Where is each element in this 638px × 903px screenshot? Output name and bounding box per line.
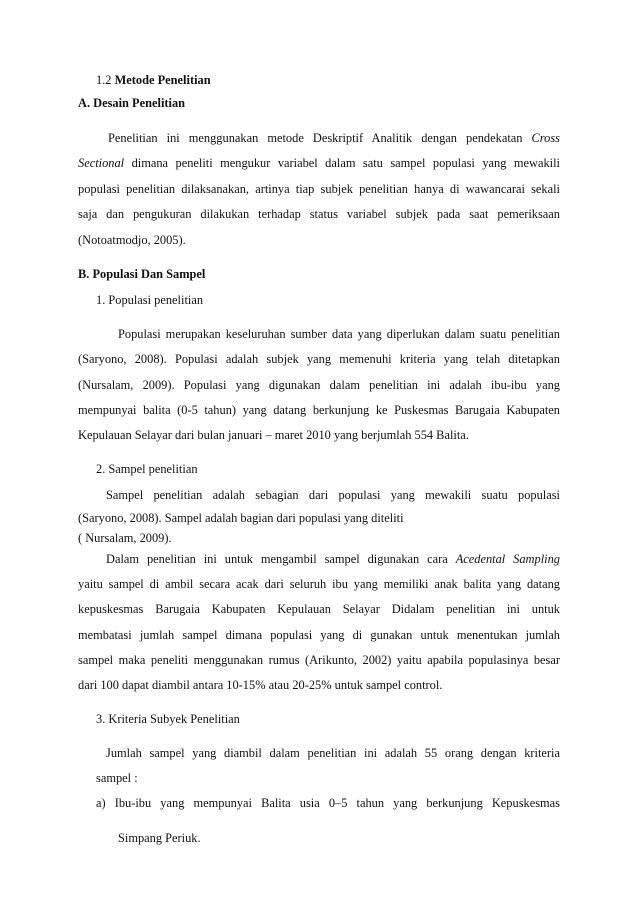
populasi-line-4: mempunyai balita (0-5 tahun) yang datang berkunjung ke Puskesmas Barugaia Kabupaten — [78, 403, 560, 417]
desain-line-3: populasi penelitian dilaksanakan, artinya tiap subjek penelitian hanya di wawancarai sekali — [78, 182, 560, 196]
sampel-line-8: sampel maka peneliti menggunakan rumus (Arikunto, 2002) yaitu apabila populasinya besar — [78, 653, 560, 667]
populasi-line-2: (Saryono, 2008). Populasi adalah subjek yang memenuhi kriteria yang telah ditetapkan — [78, 352, 560, 366]
section-title: Metode Penelitian — [114, 73, 211, 87]
desain-line-2: Sectional dimana peneliti mengukur variabel dalam satu sampel populasi yang mewakili — [78, 156, 560, 170]
heading-sampel-penelitian: 2. Sampel penelitian — [96, 462, 198, 476]
kriteria-line-1: Jumlah sampel yang diambil dalam penelitian ini adalah 55 orang dengan kriteria — [106, 746, 560, 760]
sampel-line-1: Sampel penelitian adalah sebagian dari populasi yang mewakili suatu populasi — [106, 488, 560, 502]
populasi-line-5: Kepulauan Selayar dari bulan januari – maret 2010 yang berjumlah 554 Balita. — [78, 428, 469, 442]
sampel-line-6: kepuskesmas Barugaia Kabupaten Kepulauan Selayar Didalam penelitian ini untuk — [78, 602, 560, 616]
sampel-line-7: membatasi jumlah sampel dimana populasi yang di gunakan untuk menentukan jumlah — [78, 628, 560, 642]
heading-populasi-penelitian: 1. Populasi penelitian — [96, 293, 204, 307]
desain-line-4: saja dan pengukuran dilakukan terhadap status variabel subjek pada saat pemeriksaan — [78, 207, 560, 221]
sampel-line-9: dari 100 dapat diambil antara 10-15% atau 20-25% untuk sampel control. — [78, 678, 443, 692]
section-heading — [96, 72, 211, 88]
desain-line-1: Penelitian ini menggunakan metode Deskriptif Analitik dengan pendekatan Cross — [108, 131, 560, 145]
section-number: 1.2 — [96, 73, 115, 87]
populasi-line-3: (Nursalam, 2009). Populasi yang digunakan dalam penelitian ini adalah ibu-ibu yang — [78, 378, 560, 392]
heading-desain-penelitian: A. Desain Penelitian — [78, 96, 186, 110]
heading-populasi-dan-sampel: B. Populasi Dan Sampel — [78, 267, 206, 281]
sampel-line-4: Dalam penelitian ini untuk mengambil sampel digunakan cara Acedental Sampling — [106, 552, 560, 566]
heading-kriteria-subyek: 3. Kriteria Subyek Penelitian — [96, 712, 240, 726]
kriteria-line-2: sampel : — [96, 771, 138, 785]
sampel-line-3: ( Nursalam, 2009). — [78, 531, 172, 545]
sampel-line-2: (Saryono, 2008). Sampel adalah bagian dari populasi yang diteliti — [78, 511, 404, 525]
populasi-line-1: Populasi merupakan keseluruhan sumber data yang diperlukan dalam suatu penelitian — [118, 327, 560, 341]
desain-line-5: (Notoatmodjo, 2005). — [78, 233, 186, 247]
kriteria-item-a-cont: Simpang Periuk. — [118, 831, 201, 845]
kriteria-item-a: a) Ibu-ibu yang mempunyai Balita usia 0–5 tahun yang berkunjung Kepuskesmas — [96, 796, 560, 810]
sampel-line-5: yaitu sampel di ambil secara acak dari seluruh ibu yang memiliki anak balita yang datang — [78, 577, 560, 591]
